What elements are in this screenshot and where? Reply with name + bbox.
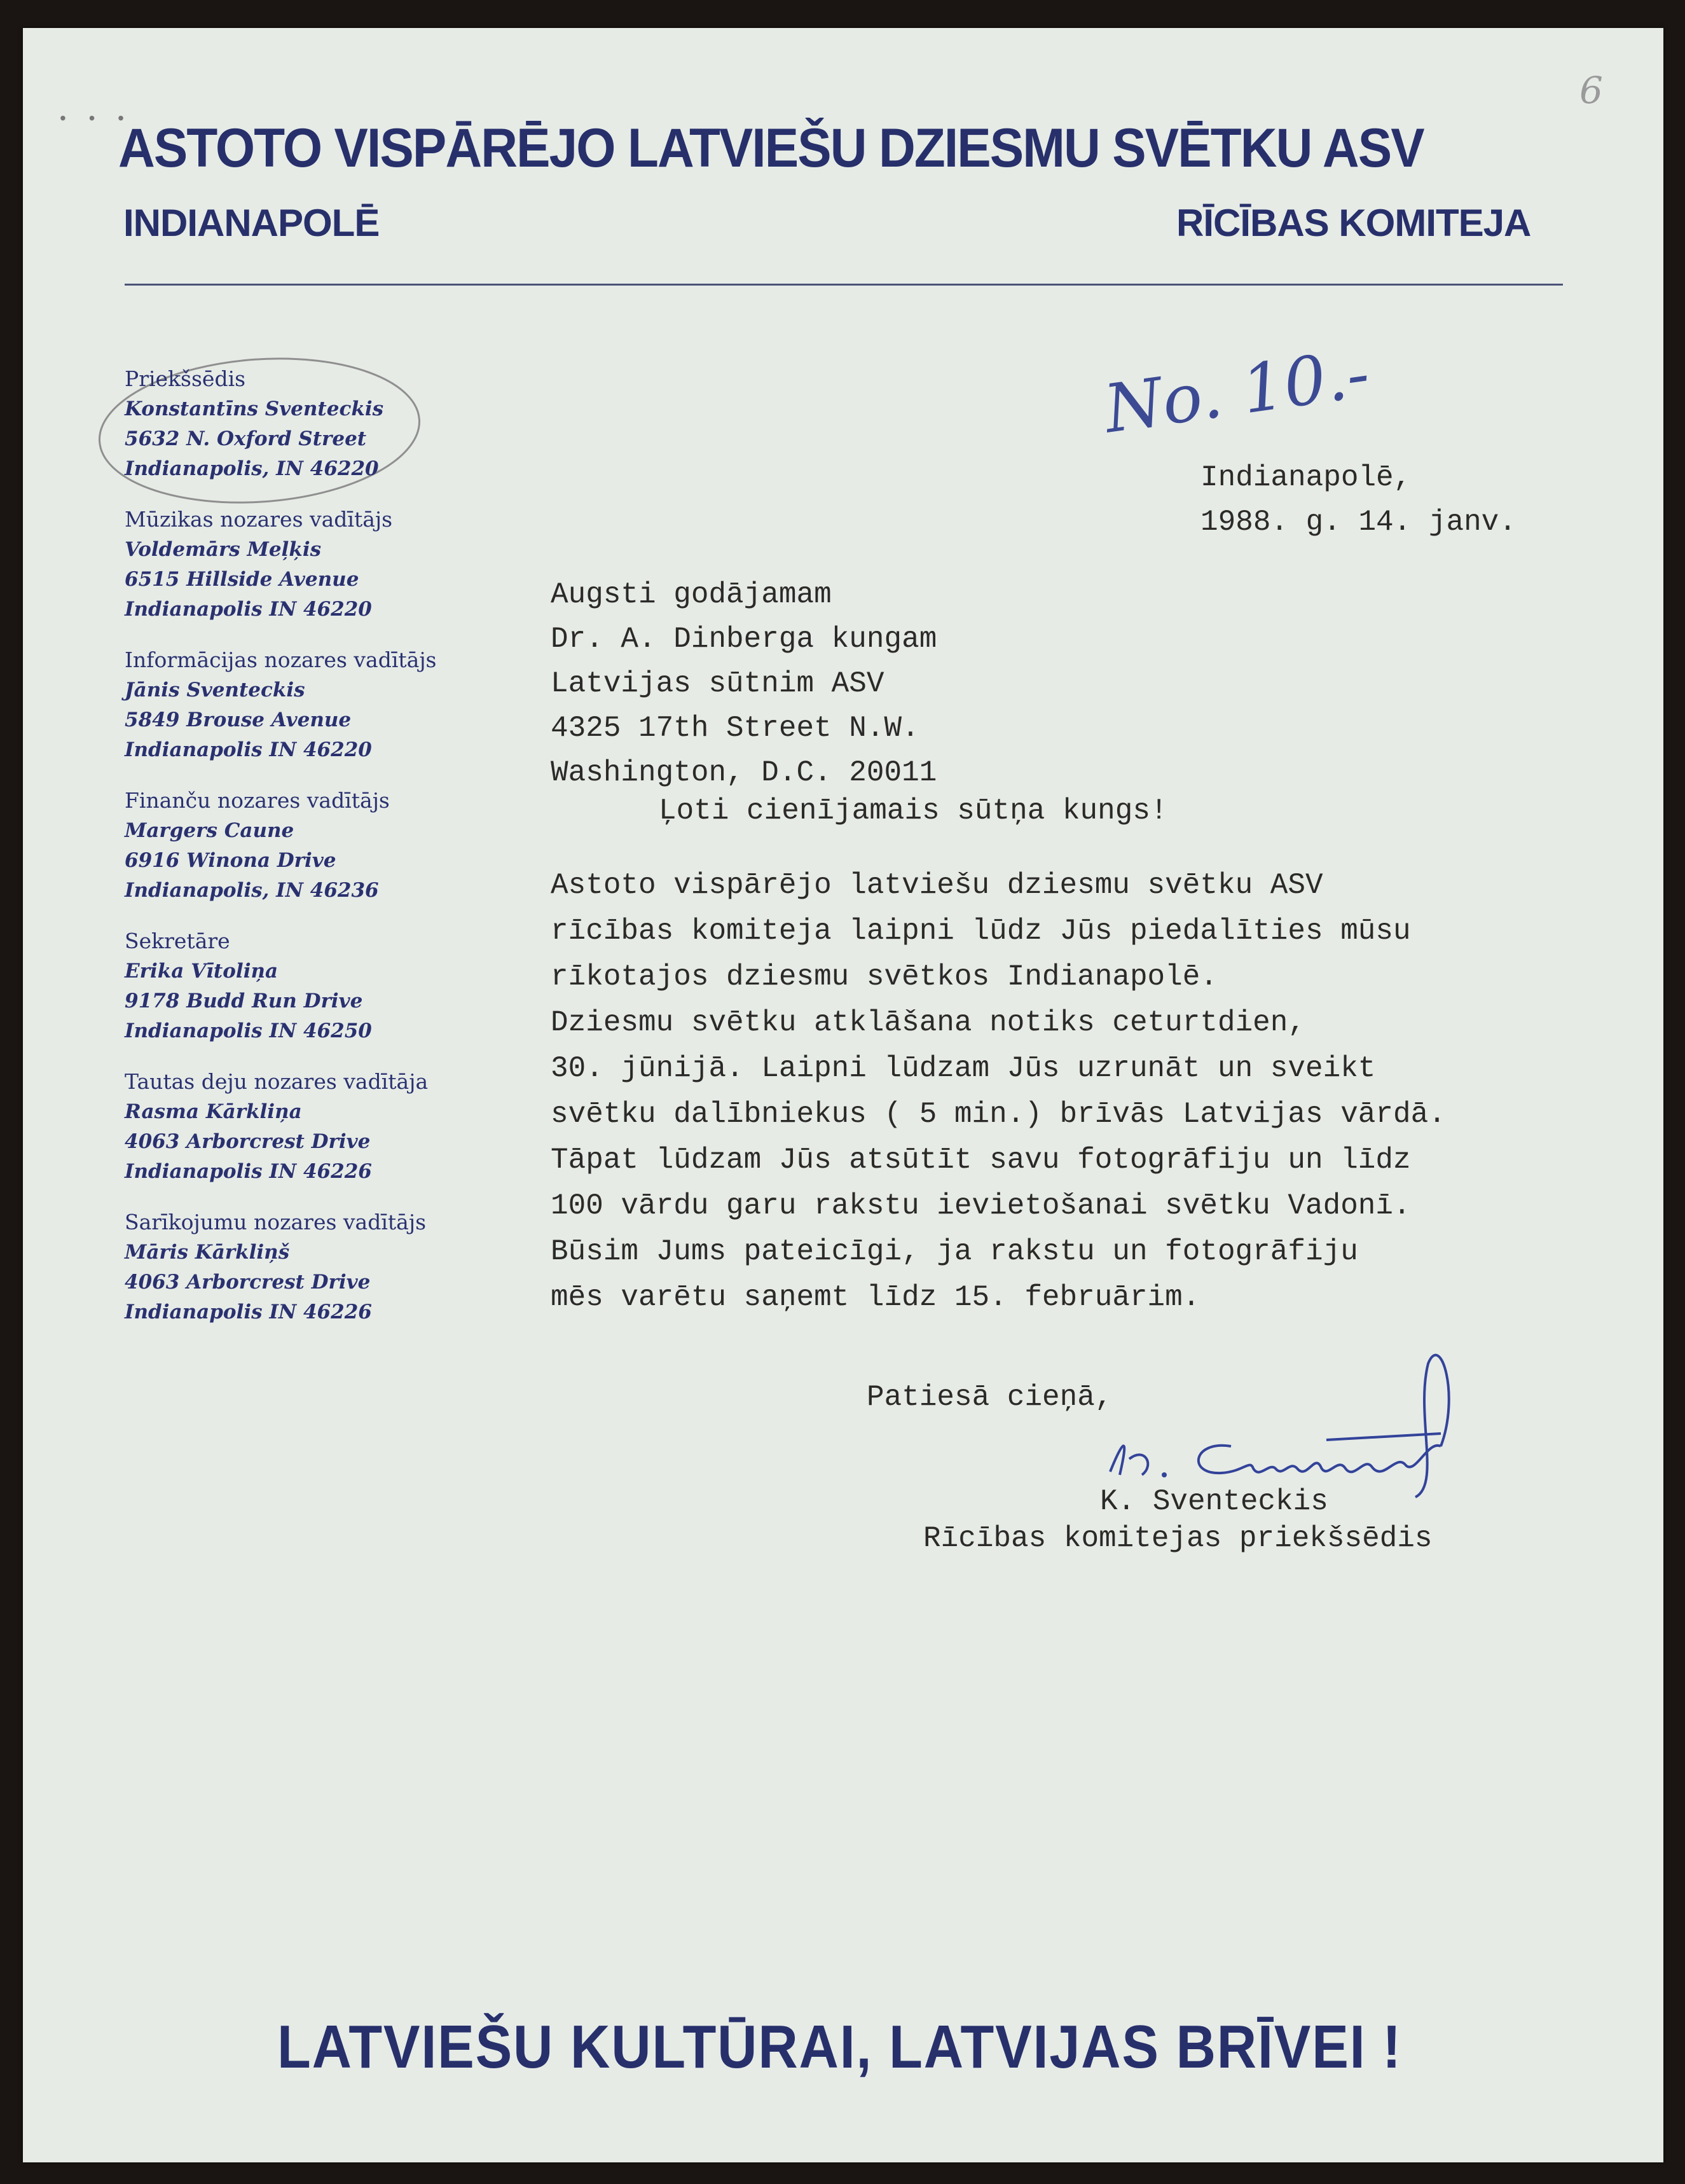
member-name: Māris Kārkliņš <box>125 1241 290 1264</box>
member-city: Indianapolis, IN 46220 <box>125 457 379 480</box>
body-line: 30. jūnijā. Laipni lūdzam Jūs uzrunāt un sveikt <box>551 1052 1376 1085</box>
member-role: Sekretāre <box>125 929 230 953</box>
member-role: Priekšsēdis <box>125 366 246 391</box>
committee-member <box>125 1207 437 1327</box>
committee-member <box>125 926 437 1046</box>
member-role: Mūzikas nozares vadītājs <box>125 507 393 532</box>
member-street: 9178 Budd Run Drive <box>125 990 363 1013</box>
member-city: Indianapolis IN 46250 <box>125 1019 372 1042</box>
committee-member <box>125 785 437 906</box>
body-line: svētku dalībniekus ( 5 min.) brīvās Latvijas vārdā. <box>551 1098 1446 1131</box>
body-line: Būsim Jums pateicīgi, ja rakstu un fotogrāfiju <box>551 1235 1358 1268</box>
committee-member <box>125 645 437 765</box>
member-street: 4063 Arborcrest Drive <box>125 1130 371 1153</box>
signer-title: Rīcības komitejas priekšsēdis <box>923 1522 1433 1555</box>
member-city: Indianapolis IN 46220 <box>125 598 372 621</box>
letter-page <box>23 28 1663 2162</box>
member-name: Rasma Kārkliņa <box>125 1100 302 1123</box>
member-city: Indianapolis IN 46220 <box>125 738 372 761</box>
committee-member <box>125 364 437 484</box>
body-line: rīcības komiteja laipni lūdz Jūs piedalīties mūsu <box>551 915 1411 948</box>
paper-marks: • • • <box>60 108 133 128</box>
member-role: Sarīkojumu nozares vadītājs <box>125 1210 427 1234</box>
member-city: Indianapolis IN 46226 <box>125 1160 372 1183</box>
member-street: 6916 Winona Drive <box>125 849 336 872</box>
member-street: 4063 Arborcrest Drive <box>125 1271 371 1294</box>
address-line: Dr. A. Dinberga kungam <box>551 623 937 656</box>
letterhead-title: ASTOTO VISPĀRĒJO LATVIEŠU DZIESMU SVĒTKU ASV <box>118 118 1424 179</box>
letterhead-divider <box>125 284 1563 286</box>
date-place: Indianapolē, <box>1200 461 1412 494</box>
member-role: Tautas deju nozares vadītāja <box>125 1069 429 1094</box>
member-city: Indianapolis IN 46226 <box>125 1301 372 1324</box>
member-street: 6515 Hillside Avenue <box>125 568 359 591</box>
body-line: Astoto vispārējo latviešu dziesmu svētku ASV <box>551 869 1323 902</box>
committee-member <box>125 1067 437 1187</box>
date-value: 1988. g. 14. janv. <box>1200 506 1516 539</box>
recipient-address <box>551 572 937 795</box>
body-line: Tāpat lūdzam Jūs atsūtīt savu fotogrāfiju un līdz <box>551 1144 1411 1177</box>
address-line: Latvijas sūtnim ASV <box>551 667 884 700</box>
member-role: Finanču nozares vadītājs <box>125 788 390 813</box>
member-name: Margers Caune <box>125 819 294 842</box>
letterhead-location: INDIANAPOLĒ <box>123 202 380 244</box>
address-line: Augsti godājamam <box>551 578 832 611</box>
address-line: Washington, D.C. 20011 <box>551 756 937 789</box>
letter-date <box>1200 455 1516 544</box>
body-line: 100 vārdu garu rakstu ievietošanai svētku Vadonī. <box>551 1189 1411 1222</box>
salutation: Ļoti cienījamais sūtņa kungs! <box>659 794 1168 827</box>
letterhead-committee: RĪCĪBAS KOMITEJA <box>1176 202 1531 244</box>
handwritten-reference-number: No. 10.- <box>1099 334 1374 448</box>
signer-name: K. Sventeckis <box>1100 1485 1328 1518</box>
committee-members-list <box>125 364 437 1348</box>
member-name: Jānis Sventeckis <box>125 679 305 702</box>
member-street: 5849 Brouse Avenue <box>125 708 352 731</box>
letterhead-motto: LATVIEŠU KULTŪRAI, LATVIJAS BRĪVEI ! <box>277 2013 1402 2081</box>
member-role: Informācijas nozares vadītājs <box>125 647 437 672</box>
closing-phrase: Patiesā cieņā, <box>867 1381 1113 1414</box>
page-number-mark: 6 <box>1579 69 1603 112</box>
body-line: rīkotajos dziesmu svētkos Indianapolē. <box>551 960 1218 993</box>
member-street: 5632 N. Oxford Street <box>125 427 367 450</box>
address-line: 4325 17th Street N.W. <box>551 712 919 745</box>
body-line: Dziesmu svētku atklāšana notiks ceturtdien, <box>551 1006 1305 1039</box>
member-city: Indianapolis, IN 46236 <box>125 879 379 902</box>
committee-member <box>125 504 437 625</box>
member-name: Voldemārs Meļķis <box>125 538 322 561</box>
member-name: Erika Vītoliņa <box>125 960 279 983</box>
member-name: Konstantīns Sventeckis <box>125 397 384 420</box>
body-line: mēs varētu saņemt līdz 15. februārim. <box>551 1281 1200 1314</box>
letter-body <box>551 862 1446 1320</box>
